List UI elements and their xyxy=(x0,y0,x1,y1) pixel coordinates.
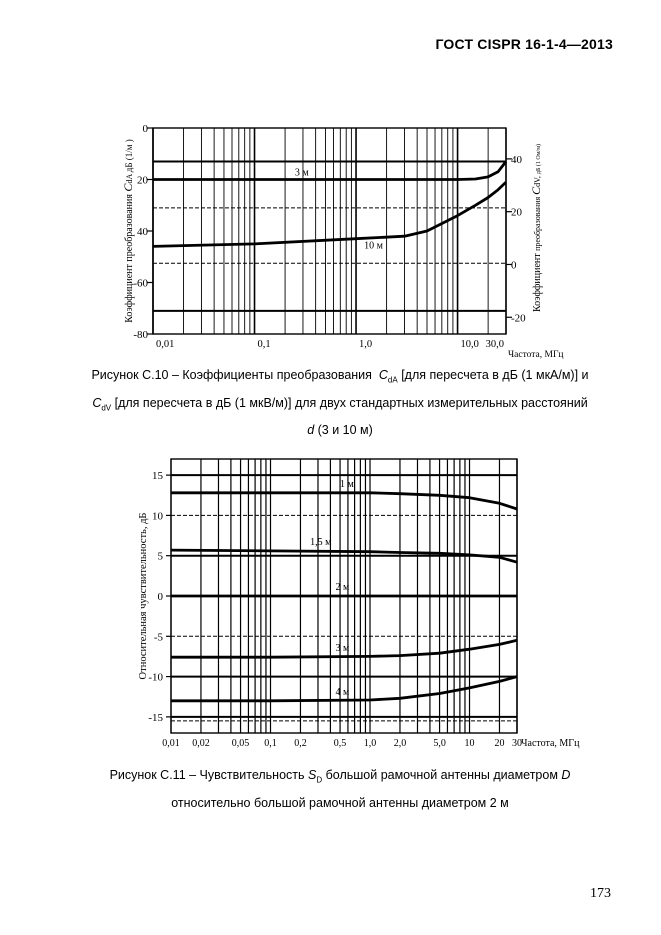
y2-tick-label: 0 xyxy=(511,259,517,272)
y-tick-label: 20 xyxy=(137,174,148,187)
y-tick-label: -80 xyxy=(133,329,148,341)
caption-c10-sym-v: C xyxy=(92,395,102,410)
x-tick-label: 0,2 xyxy=(294,738,307,749)
x-tick-label: 0,1 xyxy=(264,738,277,749)
y-axis-label xyxy=(121,139,135,322)
caption-c10-sub-a: dA xyxy=(387,375,398,385)
y-tick-label: -15 xyxy=(148,711,163,724)
caption-c10-text-v: [для пересчета в дБ (1 мкВ/м)] для двух стандартных измерительных расстояний xyxy=(114,395,588,410)
standard-header: ГОСТ CISPR 16-1-4—2013 xyxy=(435,36,613,52)
y2-axis-label-sym: C xyxy=(529,186,543,195)
series-label: 2 м xyxy=(335,582,350,593)
caption-c10-text-a: [для пересчета в дБ (1 мкА/м)] и xyxy=(401,368,589,382)
x-tick-label: 0,05 xyxy=(231,738,250,749)
y2-axis-label-sub: dV, xyxy=(533,174,542,187)
y-tick-label: 15 xyxy=(152,470,163,483)
y-tick-label: 40 xyxy=(137,226,148,238)
series-label: 3 м xyxy=(335,643,350,655)
caption-c11-text: большой рамочной антенны диаметром xyxy=(325,768,558,782)
x-tick-label: 1,0 xyxy=(359,339,373,350)
caption-c11-sub: D xyxy=(316,775,323,785)
y-tick-label: -60 xyxy=(133,277,148,290)
y-tick-label: -5 xyxy=(153,631,163,644)
x-tick-label: 30 xyxy=(512,738,522,749)
y-tick-label: 0 xyxy=(157,591,163,603)
y-axis-label-prefix: Коэффициент преобразования xyxy=(124,191,135,323)
chart-c10 xyxy=(121,123,564,360)
caption-c10-line2 xyxy=(60,392,620,420)
caption-c10-line3 xyxy=(60,419,620,442)
caption-c11-sym: S xyxy=(308,768,317,782)
x-tick-label: 5,0 xyxy=(433,738,446,749)
y2-axis-label-mid: преобразования xyxy=(533,194,542,251)
caption-c11 xyxy=(60,764,620,815)
x-axis-label: Частота, МГц xyxy=(508,350,564,360)
caption-c11-prefix: Рисунок С.11 – Чувствительность xyxy=(109,768,305,782)
caption-c11-line1 xyxy=(60,764,620,792)
y2-axis-label xyxy=(529,144,543,312)
page-number: 173 xyxy=(590,886,611,901)
caption-c10-line1 xyxy=(60,364,620,392)
x-tick-label: 10 xyxy=(464,738,475,749)
y-axis-label-unit: дБ (1/м ) xyxy=(124,139,134,173)
caption-c11-line2: относительно большой рамочной антенны диаметром 2 м xyxy=(171,795,509,810)
series-label: 10 м xyxy=(364,240,383,252)
y2-axis-label-prefix: Коэффициент xyxy=(532,250,543,313)
y2-tick-label: 20 xyxy=(511,206,522,219)
x-tick-label: 0,01 xyxy=(162,738,180,749)
caption-c10-d-values: (3 и 10 м) xyxy=(317,423,373,437)
y-axis-label-sym: C xyxy=(121,183,135,192)
caption-c10-prefix: Рисунок С.10 – Коэффициенты преобразования xyxy=(91,368,372,382)
y-axis-label: Относительная чувствительность, дБ xyxy=(138,512,149,680)
x-tick-label: 0,02 xyxy=(192,738,210,749)
x-axis-label: Частота, МГц xyxy=(521,738,580,749)
series-label: 4 м xyxy=(335,686,350,698)
caption-c10 xyxy=(60,364,620,442)
x-tick-label: 0,01 xyxy=(156,339,175,350)
y2-tick-label: 40 xyxy=(511,153,522,166)
x-tick-label: 2,0 xyxy=(393,738,407,749)
x-tick-label: 1,0 xyxy=(363,738,377,749)
chart-c11 xyxy=(138,459,580,749)
series-label: 1,5 м xyxy=(310,536,332,548)
y-tick-label: -10 xyxy=(148,671,163,684)
y-tick-label: 0 xyxy=(142,123,148,135)
y-tick-label: 10 xyxy=(152,510,163,523)
series-label: 1 м xyxy=(340,478,354,490)
y-axis-label-sub: dA xyxy=(125,172,134,184)
y-tick-label: 5 xyxy=(157,550,163,563)
x-tick-label: 30,0 xyxy=(485,339,504,350)
caption-c10-sym-a: C xyxy=(378,368,388,382)
series-label: 3 м xyxy=(294,167,309,179)
x-tick-label: 0,1 xyxy=(257,339,271,350)
x-tick-label: 20 xyxy=(494,738,505,749)
x-tick-label: 0,5 xyxy=(333,738,347,749)
x-tick-label: 10,0 xyxy=(460,339,479,350)
caption-c10-d: d xyxy=(307,423,315,437)
caption-c10-sub-v: dV xyxy=(101,403,112,412)
y2-tick-label: -20 xyxy=(511,312,526,325)
caption-c11-d: D xyxy=(561,768,571,782)
y2-axis-label-unit: дБ (1 Ом/м) xyxy=(536,143,542,175)
